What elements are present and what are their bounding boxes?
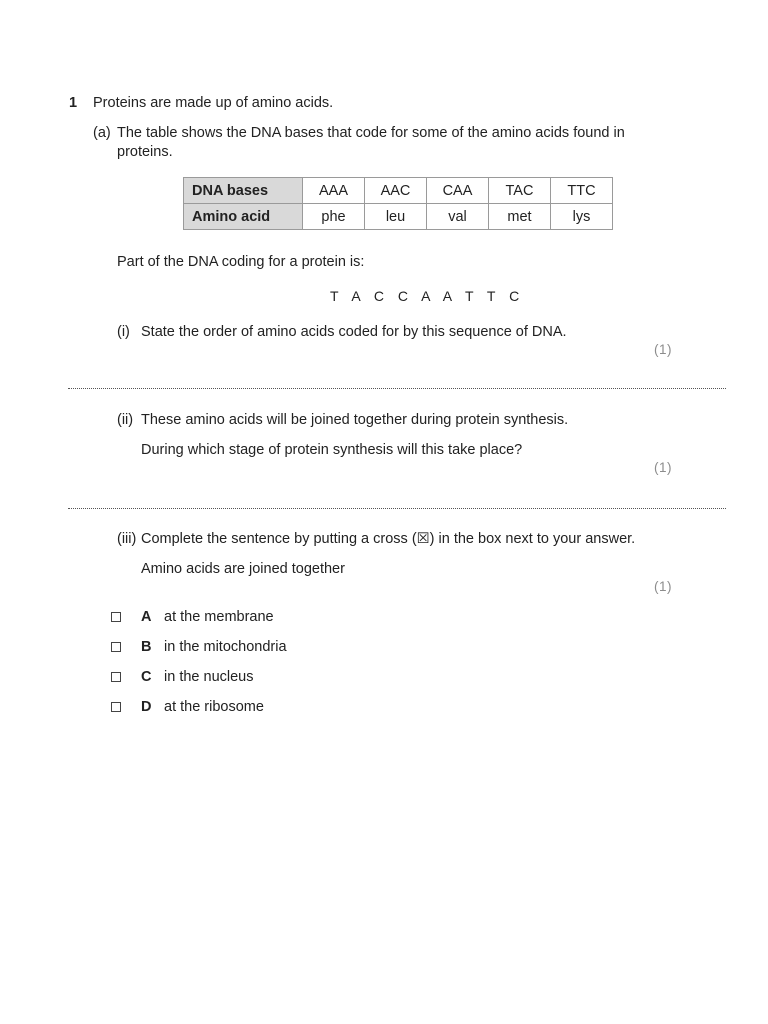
part-a-text-line1: The table shows the DNA bases that code for some of the amino acids found in: [117, 125, 625, 141]
cross-box-icon: ☒: [416, 531, 430, 547]
option-d-letter: D: [141, 699, 152, 715]
table-cell-base: CAA: [427, 178, 489, 204]
table-cell-amino: met: [489, 204, 551, 230]
option-a-checkbox[interactable]: [111, 612, 121, 622]
sub-iii-sentence: Amino acids are joined together: [141, 561, 345, 577]
sub-i-marks: (1): [654, 342, 672, 357]
dna-intro-text: Part of the DNA coding for a protein is:: [117, 254, 365, 270]
option-c-letter: C: [141, 669, 152, 685]
table-cell-base: TAC: [489, 178, 551, 204]
option-b-checkbox[interactable]: [111, 642, 121, 652]
codon-table: [183, 177, 613, 230]
sub-i-text: State the order of amino acids coded for by this sequence of DNA.: [141, 324, 567, 340]
sub-iii-label: (iii): [117, 531, 137, 547]
dna-bases-row: [184, 178, 613, 204]
option-c-checkbox[interactable]: [111, 672, 121, 682]
answer-line-i[interactable]: [68, 388, 726, 389]
sub-ii-question: During which stage of protein synthesis will this take place?: [141, 442, 523, 458]
option-a-text: at the membrane: [164, 609, 274, 625]
sub-iii-text-after: ) in the box next to your answer.: [429, 531, 636, 547]
sub-iii-marks: (1): [654, 579, 672, 594]
sub-ii-label: (ii): [117, 412, 134, 428]
option-d-text: at the ribosome: [164, 699, 264, 715]
sub-i-label: (i): [117, 324, 130, 340]
table-cell-base: TTC: [551, 178, 613, 204]
question-number: 1: [69, 95, 78, 111]
option-b-text: in the mitochondria: [164, 639, 287, 655]
sub-iii-text: [141, 531, 635, 547]
answer-line-ii[interactable]: [68, 508, 726, 509]
option-b-letter: B: [141, 639, 152, 655]
dna-bases-header: DNA bases: [184, 178, 303, 204]
dna-sequence: T A C C A A T T C: [330, 288, 525, 304]
table-cell-amino: phe: [303, 204, 365, 230]
amino-acid-row: [184, 204, 613, 230]
part-a-text-line2: proteins.: [117, 144, 173, 160]
table-cell-amino: lys: [551, 204, 613, 230]
option-c-text: in the nucleus: [164, 669, 254, 685]
option-d-checkbox[interactable]: [111, 702, 121, 712]
sub-iii-text-before: Complete the sentence by putting a cross (: [141, 531, 417, 547]
amino-acid-header: Amino acid: [184, 204, 303, 230]
sub-ii-text: These amino acids will be joined together during protein synthesis.: [141, 412, 569, 428]
table-cell-base: AAA: [303, 178, 365, 204]
table-cell-amino: val: [427, 204, 489, 230]
table-cell-amino: leu: [365, 204, 427, 230]
question-intro: Proteins are made up of amino acids.: [93, 95, 334, 111]
sub-ii-marks: (1): [654, 460, 672, 475]
table-cell-base: AAC: [365, 178, 427, 204]
part-a-label: (a): [93, 125, 111, 141]
option-a-letter: A: [141, 609, 152, 625]
